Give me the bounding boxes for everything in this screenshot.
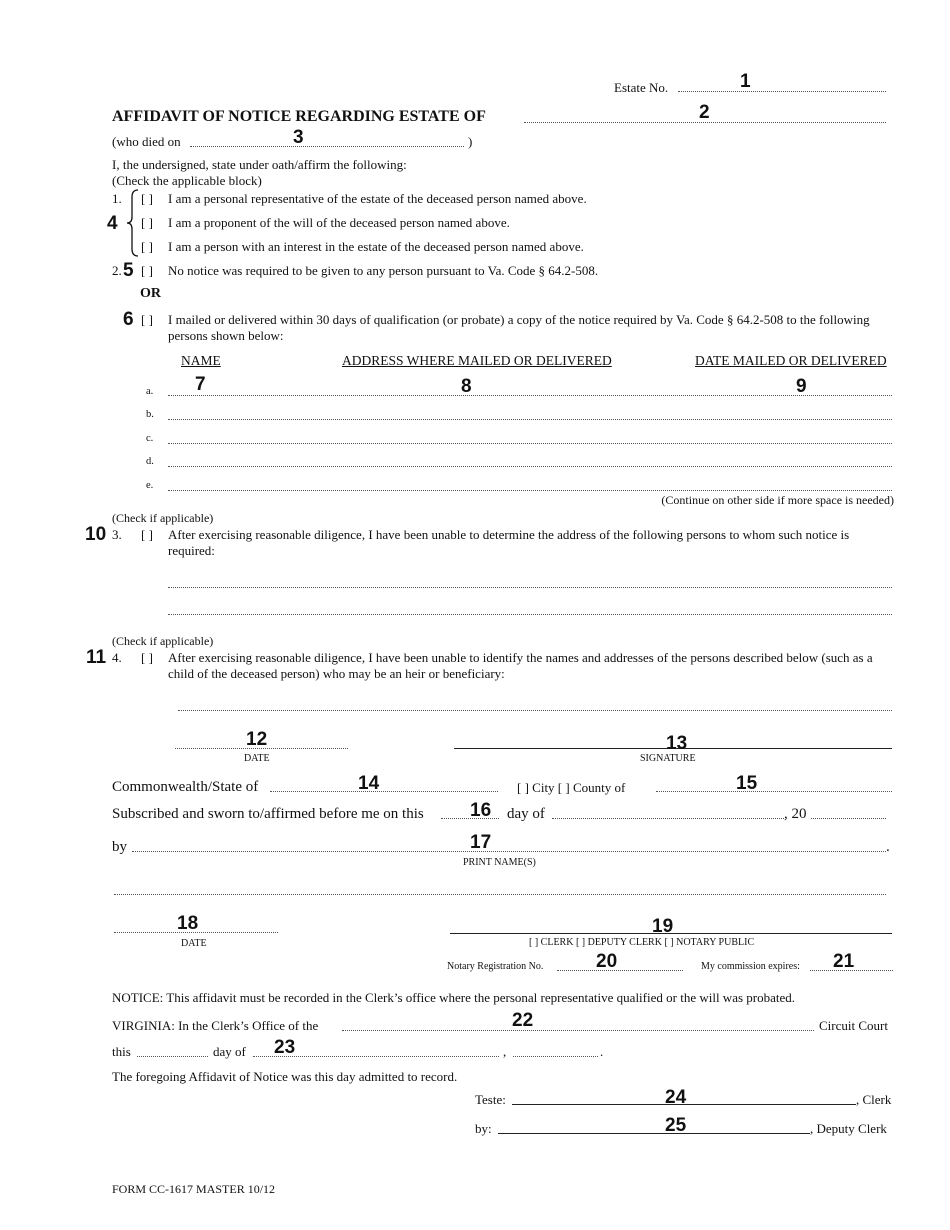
notary-reg-label: Notary Registration No. [447,961,544,972]
date-label: DATE [244,753,270,764]
row-label-c: c. [146,433,154,444]
virginia-label: VIRGINIA: In the Clerk’s Office of the [112,1018,319,1033]
checkbox-2[interactable]: [ ] [141,263,153,278]
field-number-11: 11 [86,647,107,668]
field-number-10: 10 [85,524,107,545]
record-day-of-label: day of [213,1044,246,1059]
col-header-date: DATE MAILED OR DELIVERED [695,353,887,368]
state-field[interactable] [270,791,498,792]
or-label: OR [140,286,161,301]
field-number-25: 25 [665,1115,687,1136]
print-name-field[interactable] [132,851,886,852]
record-period: . [600,1044,604,1059]
col-header-address: ADDRESS WHERE MAILED OR DELIVERED [342,353,612,368]
died-on-field[interactable] [190,146,464,147]
county-field[interactable] [656,791,892,792]
item-2-text: No notice was required to be given to any person pursuant to Va. Code § 64.2-508. [168,263,599,278]
deputy-clerk-suffix: , Deputy Clerk [810,1121,887,1136]
commission-label: My commission expires: [701,961,800,972]
commonwealth-label: Commonwealth/State of [112,779,259,795]
item-3-line-2[interactable] [168,614,892,615]
continue-note: (Continue on other side if more space is needed) [661,493,894,507]
item-3-number: 3. [112,527,122,542]
subscribed-label: Subscribed and sworn to/affirmed before me on this [112,806,424,822]
item-4-text: After exercising reasonable diligence, I have been unable to identify the names and addresses of the persons described below (such as a child of the deceased person) who may be an heir or beneficiary: [168,650,873,681]
item-1-number: 1. [112,191,122,206]
row-label-e: e. [146,480,154,491]
deputy-line[interactable] [498,1133,810,1134]
bracket-brace [126,189,140,257]
notary-reg-field[interactable] [557,970,683,971]
field-number-5: 5 [123,260,134,281]
item-4-number: 4. [112,650,122,665]
item-3-line-1[interactable] [168,587,892,588]
field-number-2: 2 [699,102,710,123]
item-2-number: 2. [112,263,122,278]
item-3-check-label: (Check if applicable) [112,511,214,525]
print-name-label: PRINT NAME(S) [463,857,536,868]
intro-line-2: (Check the applicable block) [112,173,262,188]
col-header-name: NAME [181,353,221,368]
field-number-13: 13 [666,733,688,754]
by-period: . [886,839,890,855]
checkbox-1c[interactable]: [ ] [141,239,153,254]
died-on-label: (who died on [112,134,181,149]
notice-text: NOTICE: This affidavit must be recorded in the Clerk’s office where the personal representative qualified or the will was probated. [112,990,796,1005]
checkbox-1a[interactable]: [ ] [141,191,153,206]
item-4-check-label: (Check if applicable) [112,634,214,648]
sworn-month-field[interactable] [552,818,784,819]
by-label: by [112,839,127,855]
item-1c-text: I am a person with an interest in the estate of the deceased person named above. [168,239,584,254]
deputy-by-label: by: [475,1121,492,1136]
estate-no-field[interactable] [678,91,886,92]
record-year-field[interactable] [513,1056,598,1057]
field-number-22: 22 [512,1010,534,1031]
field-number-15: 15 [736,773,758,794]
row-b-field[interactable] [168,419,892,420]
row-c-field[interactable] [168,443,892,444]
sworn-year-field[interactable] [811,818,886,819]
intro-line-1: I, the undersigned, state under oath/affirm the following: [112,157,407,172]
form-title: AFFIDAVIT OF NOTICE REGARDING ESTATE OF [112,108,486,125]
row-d-field[interactable] [168,466,892,467]
item-1b-text: I am a proponent of the will of the deceased person named above. [168,215,510,230]
this-label: this [112,1044,131,1059]
item-4-line[interactable] [178,710,892,711]
checkbox-1b[interactable]: [ ] [141,215,153,230]
field-number-17: 17 [470,832,492,853]
row-label-a: a. [146,386,154,397]
field-number-6: 6 [123,309,134,330]
signature-label: SIGNATURE [640,753,696,764]
teste-label: Teste: [475,1092,506,1107]
row-label-d: d. [146,456,154,467]
record-comma: , [503,1044,507,1059]
officer-options[interactable]: [ ] CLERK [ ] DEPUTY CLERK [ ] NOTARY PUBLIC [529,937,755,948]
field-number-9: 9 [796,376,807,397]
field-number-4: 4 [107,213,118,234]
item-1a-text: I am a personal representative of the estate of the deceased person named above. [168,191,587,206]
field-number-24: 24 [665,1087,687,1108]
extra-name-line[interactable] [114,894,886,895]
field-number-12: 12 [246,729,268,750]
date2-label: DATE [181,938,207,949]
form-id: FORM CC-1617 MASTER 10/12 [112,1182,276,1196]
admitted-text: The foregoing Affidavit of Notice was this day admitted to record. [112,1069,458,1084]
field-number-1: 1 [740,71,751,92]
circuit-court-label: Circuit Court [819,1018,888,1033]
field-number-14: 14 [358,773,380,794]
field-number-7: 7 [195,374,206,395]
clerk-suffix: , Clerk [856,1092,892,1107]
checkbox-mailed[interactable]: [ ] [141,312,153,327]
field-number-8: 8 [461,376,472,397]
field-number-3: 3 [293,127,304,148]
record-day-field[interactable] [137,1056,208,1057]
row-e-field[interactable] [168,490,892,491]
item-3-text: After exercising reasonable diligence, I have been unable to determine the address of the following persons to whom such notice is required: [168,527,850,558]
clerk-office-field[interactable] [342,1030,814,1031]
field-number-21: 21 [833,951,855,972]
checkbox-4[interactable]: [ ] [141,650,153,665]
field-number-23: 23 [274,1037,296,1058]
mailed-text: I mailed or delivered within 30 days of qualification (or probate) a copy of the notice required by Va. Code § 64.2-508 to the following persons shown below: [168,312,870,343]
field-number-20: 20 [596,951,618,972]
day-of-label: day of [507,806,545,822]
row-label-b: b. [146,409,154,420]
city-county-options[interactable]: [ ] City [ ] County of [517,780,626,795]
field-number-18: 18 [177,913,199,934]
field-number-19: 19 [652,916,674,937]
died-on-close: ) [468,134,473,149]
field-number-16: 16 [470,800,492,821]
checkbox-3[interactable]: [ ] [141,527,153,542]
row-a-field[interactable] [168,395,892,396]
comma-20: , 20 [784,806,807,822]
estate-no-label: Estate No. [614,80,669,95]
